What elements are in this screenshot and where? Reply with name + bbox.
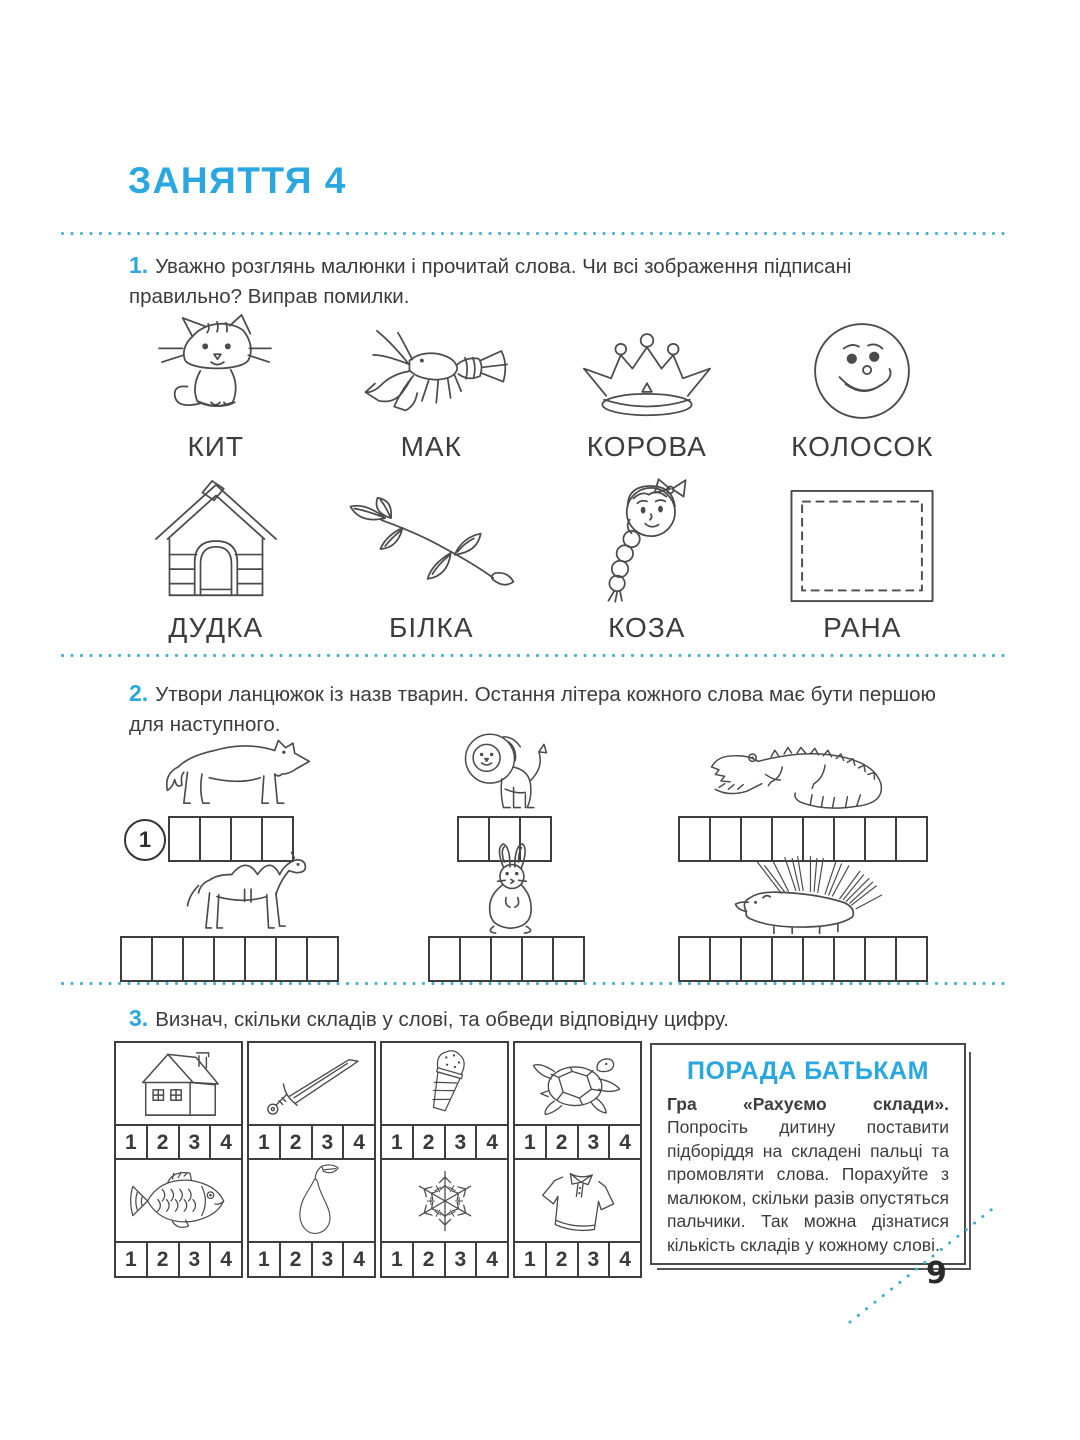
letter-box[interactable] <box>275 936 308 982</box>
letter-box[interactable] <box>771 936 804 982</box>
smiley-face-icon <box>811 308 913 422</box>
task1-label: КОРОВА <box>586 431 707 462</box>
dotted-divider <box>60 653 1010 658</box>
syllable-number-strip <box>247 1241 376 1278</box>
syllable-number[interactable]: 2 <box>412 1241 446 1278</box>
syllable-card-sword <box>247 1041 376 1161</box>
camel-icon <box>158 850 310 934</box>
syllable-card-shirt <box>513 1158 642 1278</box>
snowflake-icon <box>380 1158 509 1243</box>
syllable-number-strip <box>513 1241 642 1278</box>
syllable-number[interactable]: 1 <box>513 1124 547 1161</box>
syllable-number[interactable]: 4 <box>608 1241 642 1278</box>
syllable-number[interactable]: 4 <box>209 1124 243 1161</box>
syllable-number[interactable]: 4 <box>475 1241 509 1278</box>
crocodile-icon <box>706 746 906 814</box>
task1-label: КОЛОСОК <box>791 431 934 462</box>
letter-box[interactable] <box>521 936 554 982</box>
letter-box[interactable] <box>428 936 461 982</box>
syllable-number-strip <box>513 1124 642 1161</box>
syllable-number[interactable]: 3 <box>178 1241 212 1278</box>
syllable-number[interactable]: 4 <box>342 1241 376 1278</box>
answer-boxes-rabbit <box>428 936 585 982</box>
syllable-number[interactable]: 2 <box>545 1124 579 1161</box>
syllable-number[interactable]: 3 <box>577 1241 611 1278</box>
sword-icon <box>247 1041 376 1126</box>
syllable-card-turtle <box>513 1041 642 1161</box>
syllable-number[interactable]: 3 <box>178 1124 212 1161</box>
cat-icon <box>157 308 275 422</box>
task1-item-branch <box>324 479 540 644</box>
task1-item-frame <box>755 479 971 644</box>
fish-icon <box>114 1158 243 1243</box>
task1-label: КОЗА <box>608 612 686 643</box>
syllable-number[interactable]: 2 <box>279 1124 313 1161</box>
task1-label: КИТ <box>187 431 245 462</box>
advice-title: ПОРАДА БАТЬКАМ <box>687 1057 929 1085</box>
syllable-card-fish <box>114 1158 243 1278</box>
syllable-number[interactable]: 3 <box>311 1241 345 1278</box>
syllable-number[interactable]: 4 <box>608 1124 642 1161</box>
task1-label: МАК <box>400 431 462 462</box>
syllable-number[interactable]: 1 <box>380 1124 414 1161</box>
lion-icon <box>450 730 562 816</box>
syllable-number[interactable]: 1 <box>247 1241 281 1278</box>
syllable-card-pear <box>247 1158 376 1278</box>
syllable-card-ice-cream <box>380 1041 509 1161</box>
syllable-number[interactable]: 2 <box>545 1241 579 1278</box>
letter-box[interactable] <box>552 936 585 982</box>
frame-icon <box>789 479 935 603</box>
syllable-number-strip <box>380 1241 509 1278</box>
syllable-number[interactable]: 1 <box>114 1124 148 1161</box>
syllable-number[interactable]: 4 <box>475 1124 509 1161</box>
task1-item-crown <box>539 308 755 463</box>
dotted-divider <box>60 231 1010 236</box>
syllable-number[interactable]: 4 <box>209 1241 243 1278</box>
letter-box[interactable] <box>895 816 928 862</box>
task1-label: РАНА <box>823 612 902 643</box>
branch-icon <box>346 479 516 603</box>
syllable-number[interactable]: 1 <box>380 1241 414 1278</box>
rabbit-icon <box>474 842 546 934</box>
turtle-icon <box>513 1041 642 1126</box>
ice-cream-icon <box>380 1041 509 1126</box>
task1-number: 1. <box>129 252 149 278</box>
letter-box[interactable] <box>678 816 711 862</box>
doghouse-icon <box>148 479 284 603</box>
page-title: ЗАНЯТТЯ 4 <box>128 160 347 201</box>
advice-lead: Гра «Рахуємо склади». <box>667 1094 949 1114</box>
page-number: 9 <box>926 1256 947 1291</box>
task3-text: Визнач, скільки складів у слові, та обведи відповідну цифру. <box>155 1008 729 1031</box>
task1-item-smiley <box>755 308 971 463</box>
task1-text: Уважно розглянь малюнки і прочитай слова. Чи всі зображення підписані правильно? Виправ помилки. <box>129 255 852 309</box>
syllable-number[interactable]: 1 <box>513 1241 547 1278</box>
syllable-number[interactable]: 3 <box>577 1124 611 1161</box>
task1-item-girl <box>539 479 755 644</box>
letter-box[interactable] <box>895 936 928 982</box>
syllable-number[interactable]: 2 <box>146 1124 180 1161</box>
syllable-number[interactable]: 2 <box>279 1241 313 1278</box>
letter-box[interactable] <box>213 936 246 982</box>
letter-box[interactable] <box>151 936 184 982</box>
letter-box[interactable] <box>833 936 866 982</box>
task3-instruction <box>129 1001 969 1035</box>
letter-box[interactable] <box>306 936 339 982</box>
syllable-number[interactable]: 1 <box>247 1124 281 1161</box>
answer-boxes-porcupine <box>678 936 928 982</box>
house-icon <box>114 1041 243 1126</box>
task1-item-crayfish <box>324 308 540 463</box>
letter-box[interactable] <box>864 936 897 982</box>
porcupine-icon <box>730 856 890 934</box>
crayfish-icon <box>352 308 510 422</box>
answer-boxes-camel <box>120 936 339 982</box>
letter-box[interactable] <box>802 936 835 982</box>
start-marker: 1 <box>124 819 166 861</box>
syllable-number[interactable]: 3 <box>311 1124 345 1161</box>
letter-box[interactable] <box>678 936 711 982</box>
task1-label: БІЛКА <box>388 612 474 643</box>
syllable-card-snowflake <box>380 1158 509 1278</box>
letter-box[interactable] <box>490 936 523 982</box>
syllable-number[interactable]: 4 <box>342 1124 376 1161</box>
shirt-icon <box>513 1158 642 1243</box>
task3-number: 3. <box>129 1005 149 1031</box>
task1-item-cat <box>108 308 324 463</box>
syllable-number-strip <box>114 1241 243 1278</box>
pear-icon <box>247 1158 376 1243</box>
task1-item-doghouse <box>108 479 324 644</box>
syllable-number-strip <box>114 1124 243 1161</box>
syllable-number[interactable]: 3 <box>444 1241 478 1278</box>
syllable-number[interactable]: 2 <box>146 1241 180 1278</box>
task1-label: ДУДКА <box>168 612 264 643</box>
wolf-icon <box>162 736 312 814</box>
syllable-number[interactable]: 1 <box>114 1241 148 1278</box>
task2-text: Утвори ланцюжок із назв тварин. Остання літера кожного слова має бути першою для наступного. <box>129 683 936 737</box>
task1-grid <box>108 308 970 644</box>
advice-text: Попросіть дитину поставити підборіддя на складені пальці та промовляти слова. Порахуйте з малюком, скільки разів опустяться пальчики. Так можна дізнатися кількість складів у кожному слові. <box>667 1117 949 1255</box>
syllable-number[interactable]: 3 <box>444 1124 478 1161</box>
letter-box[interactable] <box>459 936 492 982</box>
letter-box[interactable] <box>244 936 277 982</box>
letter-box[interactable] <box>120 936 153 982</box>
syllable-number-strip <box>380 1124 509 1161</box>
syllable-card-house <box>114 1041 243 1161</box>
syllable-number-strip <box>247 1124 376 1161</box>
syllable-number[interactable]: 2 <box>412 1124 446 1161</box>
letter-box[interactable] <box>709 936 742 982</box>
crown-icon <box>574 308 720 422</box>
girl-with-braid-icon <box>593 479 701 603</box>
letter-box[interactable] <box>182 936 215 982</box>
task1-instruction <box>129 248 941 313</box>
task2-number: 2. <box>129 680 149 706</box>
letter-box[interactable] <box>740 936 773 982</box>
